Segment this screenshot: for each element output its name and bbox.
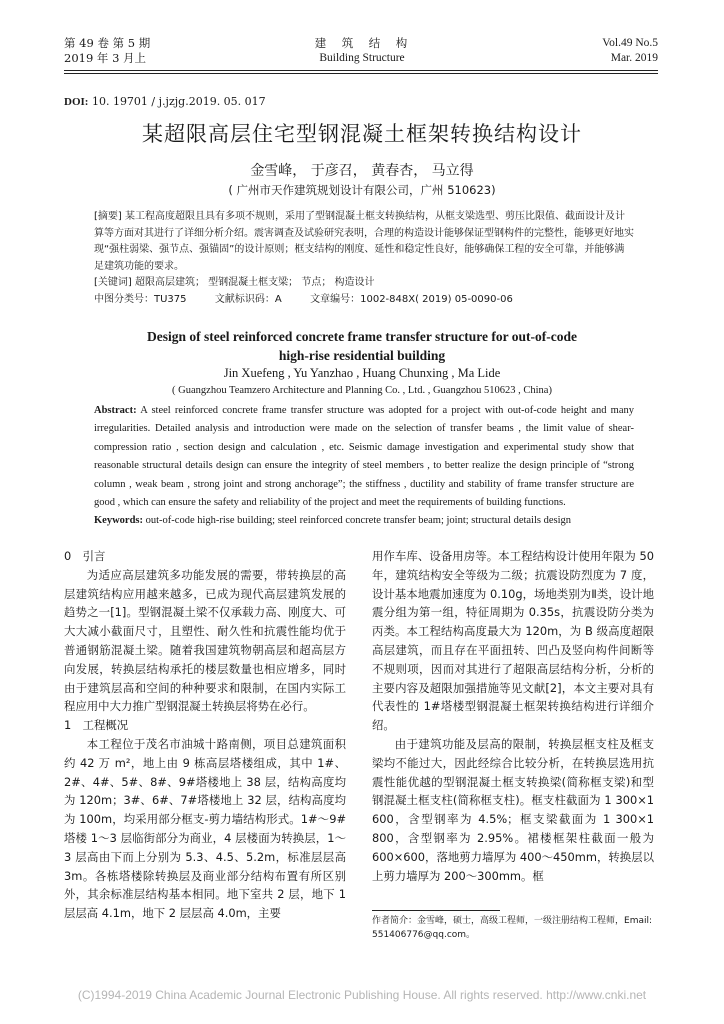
issue-date: 2019 年 3 月上 [64, 51, 147, 65]
english-abstract-paragraph [94, 402, 634, 512]
english-keywords [94, 512, 634, 530]
doc-code-value: A [274, 293, 282, 305]
right-paragraph-1: 用作车库、设备用房等。本工程结构设计使用年限为 50 年，建筑结构安全等级为二级；抗震设防烈度为 7 度，设计基本地震加速度为 0.10g，场地类别为Ⅱ类，设计地震分组为第一组，特征周期为 0.35s，抗震设防分类为丙类。本工程结构高度最大为 120m，为 B 级高度超限高层建筑，而且存在平面扭转、凹凸及竖向构件间断等不规则项，因而对其进行了超限高层结构分析，分析的主要内容及超限加强措施等见文献[2]，本文主要对具有代表性的 1#塔楼型钢混凝土框架转换结构进行详细介绍。 [372, 549, 654, 733]
issue-volume: 第 49 卷 第 5 期 [64, 36, 151, 50]
article-no-label: 文章编号： [310, 293, 361, 305]
author-footnote: 作者简介：金雪峰，硕士，高级工程师，一级注册结构工程师，Email: 551406776@qq.com。 [372, 916, 653, 940]
doi-value: 10. 19701 / j.jzjg.2019. 05. 017 [88, 95, 266, 108]
right-paragraph-2: 由于建筑功能及层高的限制，转换层框支柱及框支梁均不能过大，因此经综合比较分析，在转换层选用抗震性能优越的型钢混凝土框支转换梁(简称框支梁)和型钢混凝土框支柱(简称框支柱)。框支柱截面为 1 300×1 600，含型钢率为 4.5%；框支梁截面为 1 300×1 800，含型钢率为 2.95%。裙楼框架柱截面一般为 600×600，落地剪力墙厚为 400～450mm，转换层以上剪力墙厚为 200～300mm。框 [372, 736, 654, 883]
section-0-paragraph: 为适应高层建筑多功能发展的需要，带转换层的高层建筑结构应用越来越多，已成为现代高层建筑发展的趋势之一[1]。型钢混凝土梁不仅承载力高、刚度大、可大大减小截面尺寸，且塑性、耐久性和抗震性能均优于普通钢筋混凝土梁。随着我国建筑物朝高层和超高层方向发展，转换层结构承托的楼层数量也相应增多，同时由于建筑层高和空间的种种要求和限制，在国内实际工程应用中大力推广型钢混凝土转换层将势在必行。 [64, 567, 346, 714]
journal-name-en: Building Structure [319, 52, 405, 64]
english-abstract-label: Abstract: [94, 405, 137, 416]
abstract-cn [94, 209, 634, 308]
volume-date: Mar. 2019 [610, 52, 658, 64]
english-abstract [94, 402, 634, 531]
english-abstract-text: A steel reinforced concrete frame transfer structure was adopted for a project with out-of-code height and many irregularities. Detailed analysis and introduction were made on the selection of transfer beams , the limit value of shear-compression ratio , section design and calculation , etc. Seismic damage investigation and experimental study show that reasonable structural details design can ensure the integrity of steel members , to better realize the design principle of “strong column , weak beam , strong joint and strong anchorage”; the stiffness , ductility and stability of frame transfer structure are good , which can ensure the safety and reliability of the project and meet the requirements of building functions. [94, 405, 634, 509]
header-rule-thin [64, 73, 658, 74]
english-keywords-text: out-of-code high-rise building; steel reinforced concrete transfer beam; joint; structural details design [143, 515, 572, 527]
english-title-line2: high-rise residential building [278, 348, 446, 363]
classification-line [94, 292, 634, 309]
journal-name-cn: 建 筑 结 构 [314, 36, 410, 50]
doi[interactable] [64, 95, 266, 108]
author-affiliation: ( 广州市天作建筑规划设计有限公司，广州 510623) [228, 183, 496, 197]
english-keywords-label: Keywords: [94, 515, 143, 527]
doi-label: DOI: [64, 96, 89, 108]
abstract-cn-text: 某工程高度超限且具有多项不规则，采用了型钢混凝土框支转换结构，从框支梁选型、剪压比限值、截面设计及计算等方面对其进行了详细分析介绍。震害调查及试验研究表明，合理的构造设计能够保证型钢构件的完整性，能够更好地实现“强柱弱梁、强节点、强锚固”的设计原则；框支结构的刚度、延性和稳定性良好，能够确保工程的安全可靠，并能够满足建筑功能的要求。 [94, 211, 634, 272]
author-list: 金雪峰， 于彦召， 黄春杏， 马立得 [250, 163, 474, 179]
article-no-value: 1002-848X( 2019) 05-0090-06 [360, 293, 513, 305]
doc-code-label: 文献标识码： [214, 293, 275, 305]
english-title [0, 327, 724, 365]
section-1-heading: 1 工程概况 [64, 718, 129, 733]
keywords-cn-text: 超限高层建筑； 型钢混凝土框支梁； 节点； 构造设计 [131, 277, 375, 288]
section-0-heading: 0 引言 [64, 549, 106, 563]
footnote-rule [372, 910, 500, 911]
clc-label: 中图分类号： [94, 293, 154, 305]
clc-value: TU375 [154, 293, 187, 305]
header-rule [64, 70, 658, 71]
english-title-line1: Design of steel reinforced concrete frame transfer structure for out-of-code [147, 329, 577, 344]
journal-name [262, 36, 462, 66]
keywords-cn [94, 275, 634, 292]
abstract-cn-paragraph [94, 209, 634, 275]
abstract-cn-label: [摘要] [94, 211, 122, 222]
body-right-column [372, 547, 654, 885]
volume-number: Vol.49 No.5 [602, 37, 658, 49]
body-left-column [64, 547, 346, 923]
journal-issue [64, 36, 150, 66]
english-affiliation: ( Guangzhou Teamzero Architecture and Planning Co. , Ltd. , Guangzhou 510623 , China) [172, 385, 552, 396]
section-1-paragraph: 本工程位于茂名市油城十路南侧，项目总建筑面积约 42 万 m²，地上由 9 栋高层塔楼组成，其中 1#、2#、4#、5#、8#、9#塔楼地上 38 层，结构高度均为 120m；3#、6#、7#塔楼地上 32 层，结构高度均为 100m，均采用部分框支-剪力墙结构形式。1#～9#塔楼 1～3 层临街部分为商业，4 层楼面为转换层，1～3 层高由下而上分别为 5.3、4.5、5.2m，标准层层高 3m。各栋塔楼除转换层及商业部分结构布置有所区别外，其余标准层结构基本相同。地下室共 2 层，地下 1 层层高 4.1m，地下 2 层层高 4.0m，主要 [64, 736, 346, 921]
journal-volume-en [520, 36, 658, 66]
keywords-cn-label: [关键词] [94, 277, 132, 288]
english-authors: Jin Xuefeng , Yu Yanzhao , Huang Chunxing , Ma Lide [223, 366, 501, 380]
cnki-copyright-footer: (C)1994-2019 China Academic Journal Electronic Publishing House. All rights reserved. http://www.cnki.net [77, 988, 647, 1002]
paper-title: 某超限高层住宅型钢混凝土框架转换结构设计 [142, 122, 582, 146]
